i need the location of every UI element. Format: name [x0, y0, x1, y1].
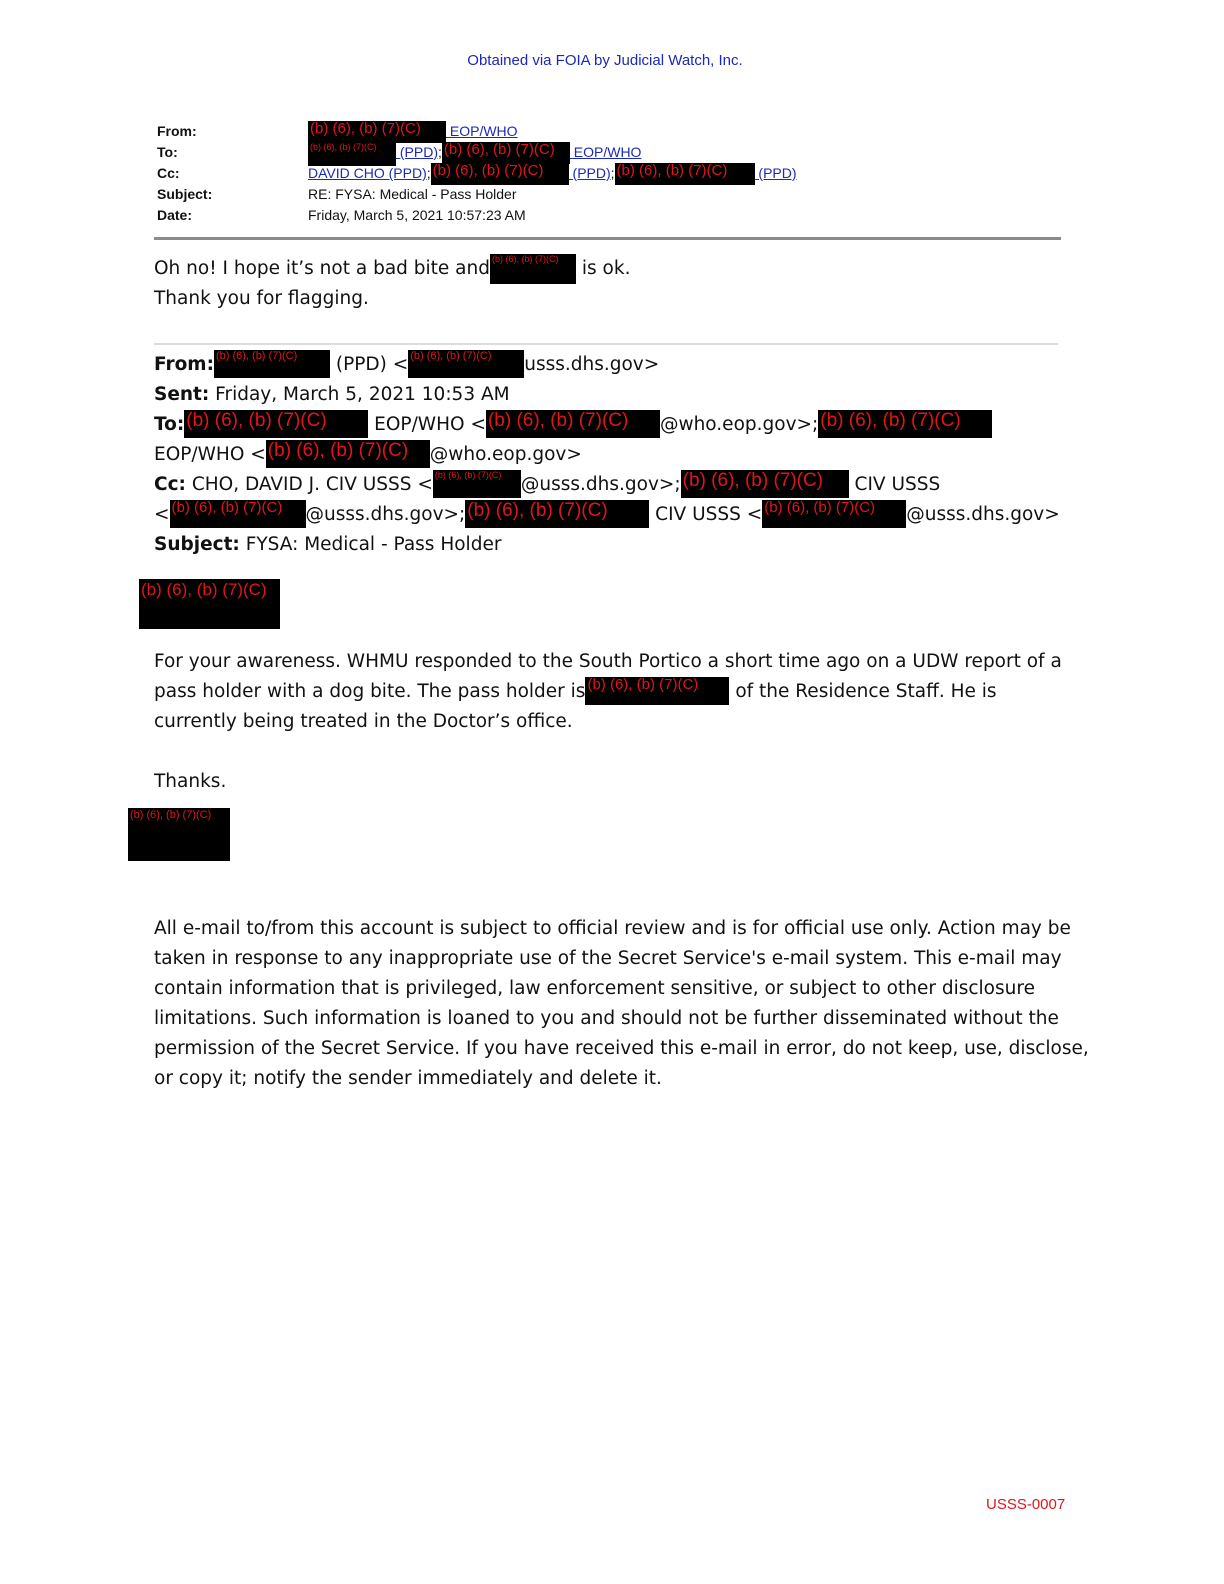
cc-link-2[interactable]: (PPD) — [568, 165, 611, 181]
cc-label: Cc: — [157, 165, 180, 181]
to-link-1[interactable]: (PPD) — [396, 144, 438, 160]
original-cc-text: @usss.dhs.gov> — [906, 504, 1060, 525]
disclaimer-line: permission of the Secret Service. If you have received this e-mail in error, do not keep, use, disclose, — [154, 1038, 1089, 1059]
redaction-box: (b) (6), (b) (7)(C) — [762, 500, 906, 528]
redaction-box: (b) (6), (b) (7)(C) — [170, 500, 306, 528]
body-text: of the Residence Staff. He is — [729, 681, 997, 702]
from-label: From: — [157, 123, 197, 139]
redaction-box: (b) (6), (b) (7)(C) — [408, 350, 524, 378]
original-cc-row — [154, 470, 1074, 500]
redaction-box: (b) (6), (b) (7)(C) — [681, 470, 849, 498]
body-line: For your awareness. WHMU responded to the South Portico a short time ago on a UDW report of a — [154, 651, 1062, 672]
disclaimer-line: contain information that is privileged, law enforcement sensitive, or subject to other disclosure — [154, 978, 1035, 999]
original-from-row — [154, 350, 1074, 380]
quote-divider — [154, 343, 1058, 345]
separator: ; — [610, 165, 615, 181]
reply-text: is ok. — [576, 258, 631, 279]
original-to-row — [154, 410, 1074, 440]
cc-value — [308, 163, 797, 185]
cc-link-1[interactable]: DAVID CHO (PPD) — [308, 165, 427, 181]
original-sent-value: Friday, March 5, 2021 10:53 AM — [209, 384, 510, 405]
redaction-box: (b) (6), (b) (7)(C) — [442, 142, 570, 164]
original-cc-text: @usss.dhs.gov>; — [305, 504, 466, 525]
date-value: Friday, March 5, 2021 10:57:23 AM — [308, 207, 526, 223]
header-divider — [154, 237, 1061, 240]
original-subject-label: Subject: — [154, 534, 240, 555]
redaction-box: (b) (6), (b) (7)(C) — [431, 163, 569, 185]
original-cc-text: CIV USSS < — [649, 504, 763, 525]
body-line: currently being treated in the Doctor’s office. — [154, 711, 573, 732]
disclaimer-line: or copy it; notify the sender immediately and delete it. — [154, 1068, 662, 1089]
body-line — [154, 677, 1074, 707]
original-to-text: EOP/WHO < — [154, 444, 266, 465]
original-cc-text: < — [154, 504, 170, 525]
reply-body — [154, 254, 1074, 314]
original-to-text: @who.eop.gov>; — [659, 414, 819, 435]
redaction-box: (b) (6), (b) (7)(C) — [585, 677, 729, 705]
signature-redaction: (b) (6), (b) (7)(C) — [128, 808, 230, 861]
redaction-box: (b) (6), (b) (7)(C) — [490, 254, 576, 284]
bates-number: USSS-0007 — [986, 1496, 1066, 1513]
reply-line: Thank you for flagging. — [154, 288, 369, 309]
original-cc-row-cont — [154, 500, 1074, 530]
body-text: pass holder with a dog bite. The pass holder is — [154, 681, 586, 702]
reply-line — [154, 254, 1074, 284]
foia-watermark: Obtained via FOIA by Judicial Watch, Inc. — [467, 52, 743, 69]
cc-link-3[interactable]: (PPD) — [754, 165, 797, 181]
disclaimer-line: limitations. Such information is loaned to you and should not be further disseminated without the — [154, 1008, 1059, 1029]
redaction-box: (b) (6), (b) (7)(C) — [308, 142, 396, 166]
original-from-label: From: — [154, 354, 214, 375]
subject-label: Subject: — [157, 186, 213, 202]
original-to-text: EOP/WHO < — [368, 414, 486, 435]
date-label: Date: — [157, 207, 193, 223]
thanks-line: Thanks. — [154, 771, 227, 792]
from-value — [308, 121, 518, 143]
original-from-text: usss.dhs.gov> — [524, 354, 660, 375]
redaction-box: (b) (6), (b) (7)(C) — [818, 410, 992, 438]
original-to-row-cont — [154, 440, 1074, 470]
subject-value: RE: FYSA: Medical - Pass Holder — [308, 186, 517, 202]
to-label: To: — [157, 144, 178, 160]
redaction-box: (b) (6), (b) (7)(C) — [308, 121, 446, 143]
separator: ; — [438, 144, 442, 160]
original-message — [154, 350, 1074, 560]
original-cc-text: CIV USSS — [848, 474, 941, 495]
redaction-box: (b) (6), (b) (7)(C) — [214, 350, 330, 378]
to-link-2[interactable]: EOP/WHO — [569, 144, 642, 160]
original-to-label: To: — [154, 414, 185, 435]
salutation-redaction: (b) (6), (b) (7)(C) — [139, 579, 280, 629]
disclaimer-line: taken in response to any inappropriate use of the Secret Service's e-mail system. This e-mail may — [154, 948, 1062, 969]
original-sent-row — [154, 380, 1074, 410]
reply-text: Oh no! I hope it’s not a bad bite and — [154, 258, 490, 279]
original-cc-text: CHO, DAVID J. CIV USSS < — [185, 474, 433, 495]
original-subject-row — [154, 530, 1074, 560]
disclaimer — [154, 914, 1089, 1094]
redaction-box: (b) (6), (b) (7)(C) — [615, 163, 755, 185]
original-from-text: (PPD) < — [329, 354, 409, 375]
from-link[interactable]: EOP/WHO — [446, 123, 518, 139]
separator: ; — [426, 165, 431, 181]
disclaimer-line: All e-mail to/from this account is subject to official review and is for official use only. Action may be — [154, 918, 1071, 939]
body-spacer — [154, 737, 1074, 767]
redaction-box: (b) (6), (b) (7)(C) — [465, 500, 649, 528]
redaction-box: (b) (6), (b) (7)(C) — [433, 470, 521, 498]
original-cc-label: Cc: — [154, 474, 186, 495]
original-cc-text: @usss.dhs.gov>; — [520, 474, 681, 495]
redaction-box: (b) (6), (b) (7)(C) — [266, 440, 430, 468]
redaction-box: (b) (6), (b) (7)(C) — [184, 410, 368, 438]
redaction-box: (b) (6), (b) (7)(C) — [486, 410, 660, 438]
original-to-text: @who.eop.gov> — [429, 444, 582, 465]
message-body — [154, 647, 1074, 797]
original-subject-value: FYSA: Medical - Pass Holder — [239, 534, 502, 555]
original-sent-label: Sent: — [154, 384, 210, 405]
